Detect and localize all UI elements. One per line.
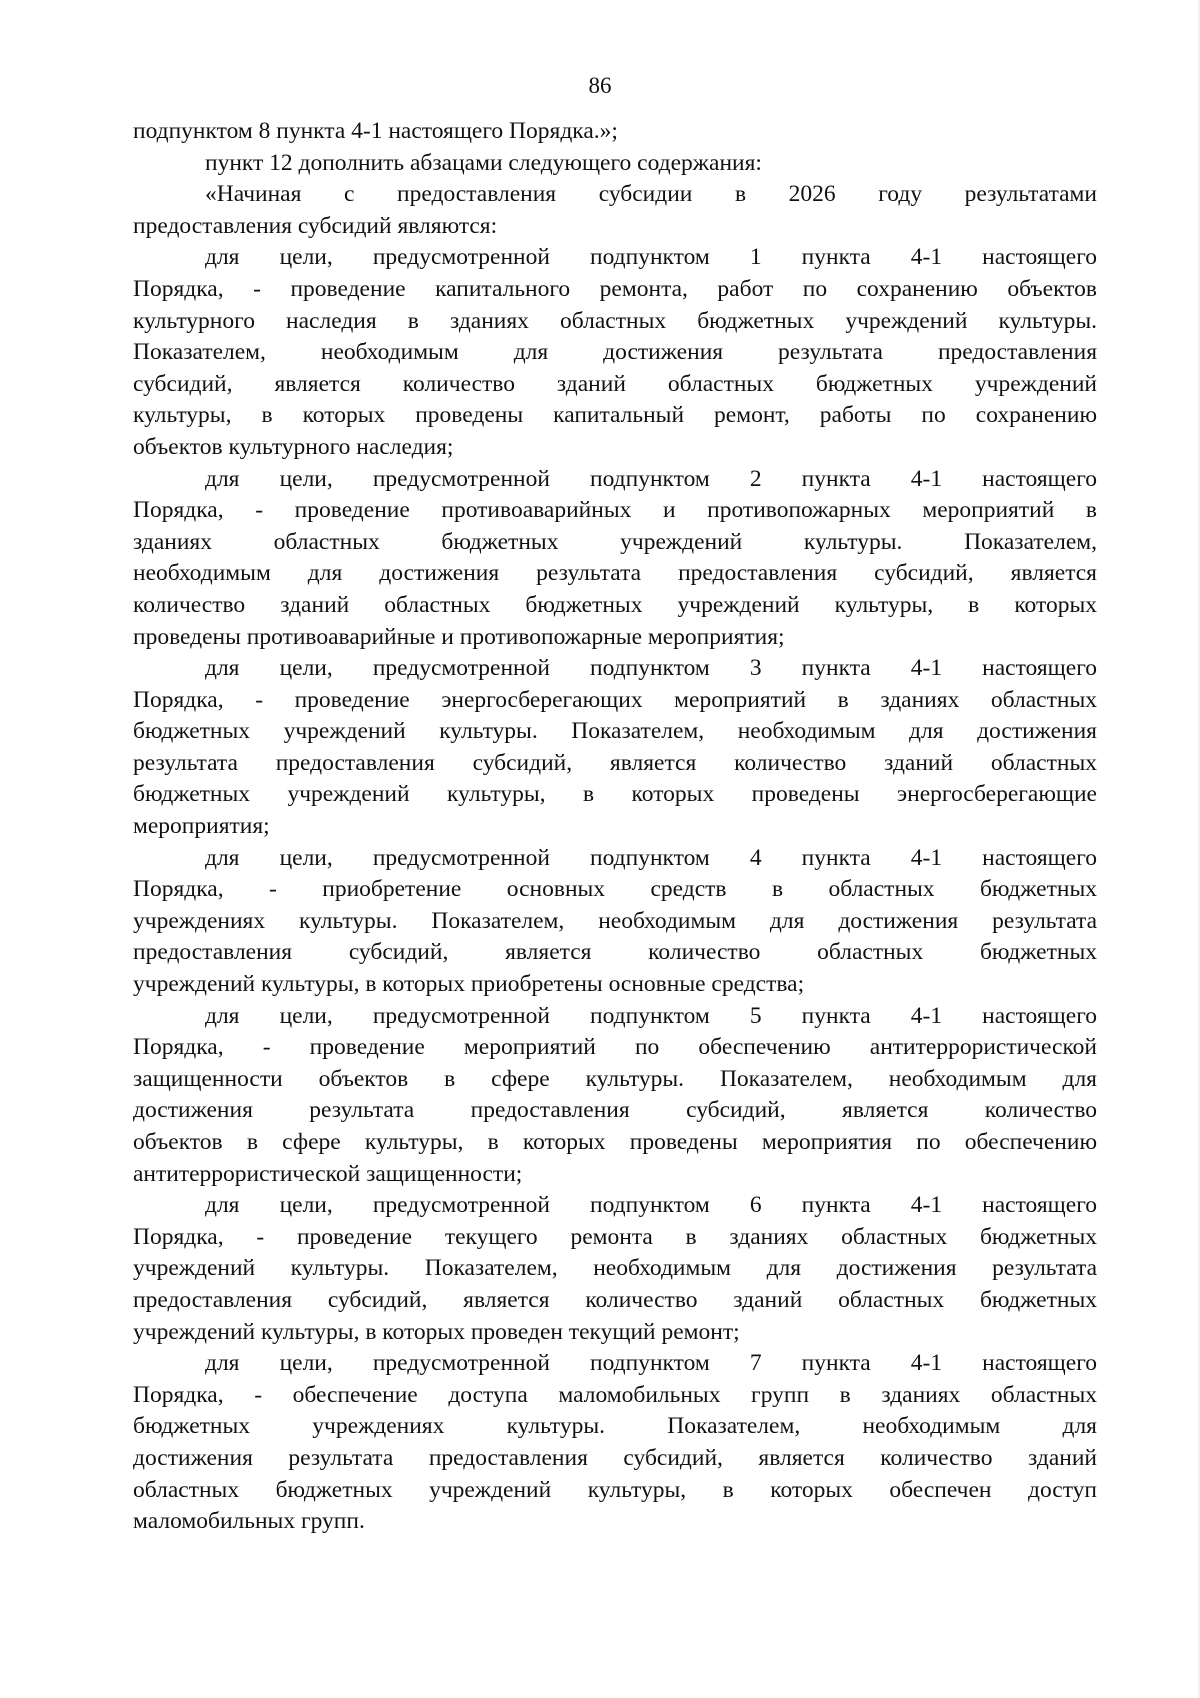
text-line: объектов в сфере культуры, в которых проведены мероприятия по обеспечению bbox=[133, 1129, 1097, 1155]
text-line: предоставления субсидий, является количество зданий областных бюджетных bbox=[133, 1286, 1097, 1313]
text-line: бюджетных учреждениях культуры. Показателем, необходимым для bbox=[133, 1413, 1097, 1440]
text-line: Порядка, - проведение энергосберегающих мероприятий в зданиях областных bbox=[133, 686, 1097, 713]
text-line: Порядка, - проведение противоаварийных и противопожарных мероприятий в bbox=[133, 497, 1097, 524]
text-line: зданиях областных бюджетных учреждений культуры. Показателем, bbox=[133, 528, 1097, 555]
text-line: бюджетных учреждений культуры. Показателем, необходимым для достижения bbox=[133, 718, 1097, 745]
text-line: учреждений культуры, в которых приобретены основные средства; bbox=[133, 971, 805, 998]
text-line: культурного наследия в зданиях областных бюджетных учреждений культуры. bbox=[133, 307, 1097, 334]
text-line: областных бюджетных учреждений культуры, в которых обеспечен доступ bbox=[133, 1476, 1097, 1503]
page-number: 86 bbox=[588, 73, 612, 98]
text-line: результата предоставления субсидий, является количество зданий областных bbox=[133, 749, 1097, 776]
text-line: Порядка, - приобретение основных средств в областных бюджетных bbox=[133, 876, 1097, 903]
paragraph-first-line: для цели, предусмотренной подпунктом 5 пункта 4-1 настоящего bbox=[205, 1002, 1097, 1029]
text-line: учреждений культуры. Показателем, необходимым для достижения результата bbox=[133, 1255, 1097, 1282]
paragraph-first-line: для цели, предусмотренной подпунктом 1 пункта 4-1 настоящего bbox=[205, 244, 1097, 271]
text-line: антитеррористической защищенности; bbox=[133, 1160, 523, 1187]
text-line: учреждениях культуры. Показателем, необходимым для достижения результата bbox=[133, 907, 1097, 934]
paragraph-first-line: «Начиная с предоставления субсидии в 2026 году результатами bbox=[205, 181, 1097, 208]
text-line: количество зданий областных бюджетных учреждений культуры, в которых bbox=[133, 591, 1097, 618]
text-line: субсидий, является количество зданий областных бюджетных учреждений bbox=[133, 370, 1097, 397]
text-line: достижения результата предоставления субсидий, является количество bbox=[133, 1097, 1097, 1124]
text-line: культуры, в которых проведены капитальный ремонт, работы по сохранению bbox=[133, 402, 1097, 429]
text-line: необходимым для достижения результата предоставления субсидий, является bbox=[133, 560, 1097, 587]
text-line: достижения результата предоставления субсидий, является количество зданий bbox=[133, 1444, 1097, 1471]
paragraph-first-line: для цели, предусмотренной подпунктом 4 пункта 4-1 настоящего bbox=[205, 844, 1097, 871]
text-line: Порядка, - проведение капитального ремонта, работ по сохранению объектов bbox=[133, 275, 1097, 302]
paragraph-first-line: пункт 12 дополнить абзацами следующего содержания: bbox=[205, 149, 762, 176]
text-line: мероприятия; bbox=[133, 813, 270, 840]
text-line: объектов культурного наследия; bbox=[133, 433, 454, 460]
text-line: предоставления субсидий, является количество областных бюджетных bbox=[133, 939, 1097, 966]
text-line: бюджетных учреждений культуры, в которых проведены энергосберегающие bbox=[133, 781, 1097, 808]
paragraph-first-line: для цели, предусмотренной подпунктом 2 пункта 4-1 настоящего bbox=[205, 465, 1097, 492]
paragraph-first-line: для цели, предусмотренной подпунктом 3 пункта 4-1 настоящего bbox=[205, 655, 1097, 682]
text-line: проведены противоаварийные и противопожарные мероприятия; bbox=[133, 623, 785, 650]
text-line: учреждений культуры, в которых проведен текущий ремонт; bbox=[133, 1318, 740, 1345]
text-line: защищенности объектов в сфере культуры. Показателем, необходимым для bbox=[133, 1065, 1097, 1092]
text-line: предоставления субсидий являются: bbox=[133, 212, 498, 239]
text-line: маломобильных групп. bbox=[133, 1508, 365, 1535]
text-line: Показателем, необходимым для достижения результата предоставления bbox=[133, 339, 1097, 366]
document-body bbox=[133, 116, 1097, 1538]
text-line: Порядка, - проведение мероприятий по обеспечению антитеррористической bbox=[133, 1034, 1097, 1061]
text-line: Порядка, - обеспечение доступа маломобильных групп в зданиях областных bbox=[133, 1381, 1097, 1408]
paragraph-first-line: для цели, предусмотренной подпунктом 7 пункта 4-1 настоящего bbox=[205, 1350, 1097, 1377]
text-line: Порядка, - проведение текущего ремонта в зданиях областных бюджетных bbox=[133, 1223, 1097, 1250]
text-line: подпунктом 8 пункта 4-1 настоящего Порядка.»; bbox=[133, 118, 618, 144]
paragraph-first-line: для цели, предусмотренной подпунктом 6 пункта 4-1 настоящего bbox=[205, 1192, 1097, 1219]
